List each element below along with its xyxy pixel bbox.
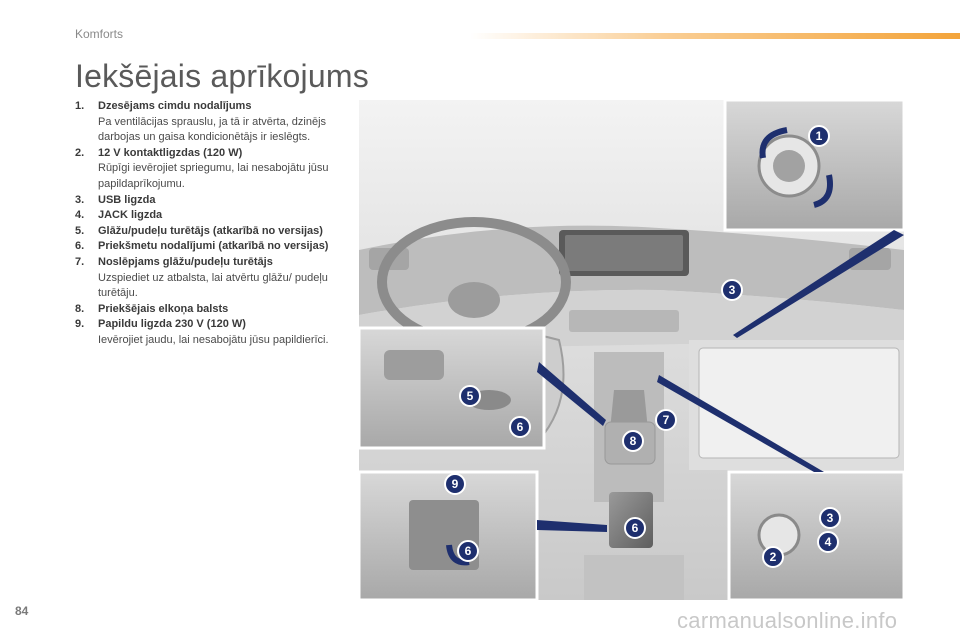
item-number: 8.: [75, 302, 85, 315]
item-title: USB ligzda: [98, 193, 156, 206]
list-item: [75, 317, 347, 348]
list-item: [75, 193, 347, 209]
watermark: carmanualsonline.info: [677, 608, 898, 633]
callout-number: 5: [466, 389, 474, 403]
item-title: Noslēpjams glāžu/pudeļu turētājs: [98, 255, 273, 268]
callout-number: 1: [815, 129, 823, 143]
callout-number: 3: [728, 283, 736, 297]
list-item: [75, 99, 347, 146]
callout-number: 4: [824, 535, 832, 549]
item-number: 5.: [75, 224, 85, 237]
callout-number: 2: [769, 550, 777, 564]
callout-badge: [809, 126, 829, 146]
callout-badge: [722, 280, 742, 300]
callout-badge: [656, 410, 676, 430]
item-number: 1.: [75, 100, 85, 112]
callout-badge: [763, 547, 783, 567]
callout-badge: [625, 518, 645, 538]
list-item: [75, 255, 347, 302]
callout-number: 9: [451, 477, 459, 491]
list-item: [75, 239, 347, 255]
callout-badge: [623, 431, 643, 451]
callout-badge: [818, 532, 838, 552]
item-number: 6.: [75, 240, 85, 253]
item-number: 4.: [75, 209, 85, 222]
list-item: [75, 146, 347, 193]
item-description: Rūpīgi ievērojiet spriegumu, lai nesabojātu jūsu papildaprīkojumu.: [98, 162, 329, 190]
callout-number: 6: [516, 420, 524, 434]
callout-number: 3: [826, 511, 834, 525]
callout-badge: [510, 417, 530, 437]
callout-number: 8: [629, 434, 637, 448]
list-item: [75, 208, 347, 224]
item-title: JACK ligzda: [98, 209, 163, 222]
page-number: 84: [15, 604, 29, 618]
callout-badge: [820, 508, 840, 528]
list-item: [75, 224, 347, 240]
item-description: Ievērojiet jaudu, lai nesabojātu jūsu papildierīci.: [98, 333, 329, 346]
inset-glovebox-vent: [725, 100, 904, 230]
callout-badge: [445, 474, 465, 494]
header-accent-bar: [470, 33, 960, 39]
item-title: Glāžu/pudeļu turētājs (atkarībā no versijas): [98, 224, 323, 237]
callout-number: 6: [464, 544, 472, 558]
equipment-list: [75, 99, 347, 349]
header-section-label: Komforts: [75, 27, 124, 41]
item-title: Papildu ligzda 230 V (120 W): [98, 318, 246, 331]
inset-usb-sockets: [729, 472, 904, 600]
item-number: 2.: [75, 146, 85, 159]
item-title: 12 V kontaktligzdas (120 W): [98, 146, 243, 159]
callout-badge: [458, 541, 478, 561]
item-title: Priekšējais elkoņa balsts: [98, 302, 229, 315]
item-title: Dzesējams cimdu nodalījums: [98, 100, 252, 112]
item-number: 3.: [75, 193, 85, 206]
item-number: 7.: [75, 255, 85, 268]
callout-number: 6: [631, 521, 639, 535]
callout-badge: [460, 386, 480, 406]
interior-illustration: [359, 100, 904, 600]
callout-number: 7: [662, 413, 670, 427]
page-title: Iekšējais aprīkojums: [75, 58, 369, 94]
list-item: [75, 302, 347, 318]
item-description: Uzspiediet uz atbalsta, lai atvērtu glāžu/ pudeļu turētāju.: [98, 271, 328, 300]
item-title: Priekšmetu nodalījumi (atkarībā no versijas): [98, 240, 329, 253]
item-number: 9.: [75, 318, 85, 331]
item-description: Pa ventilācijas sprauslu, ja tā ir atvērta, dzinējs darbojas un gaisa kondicionētājs ir ieslēgts.: [98, 115, 327, 144]
